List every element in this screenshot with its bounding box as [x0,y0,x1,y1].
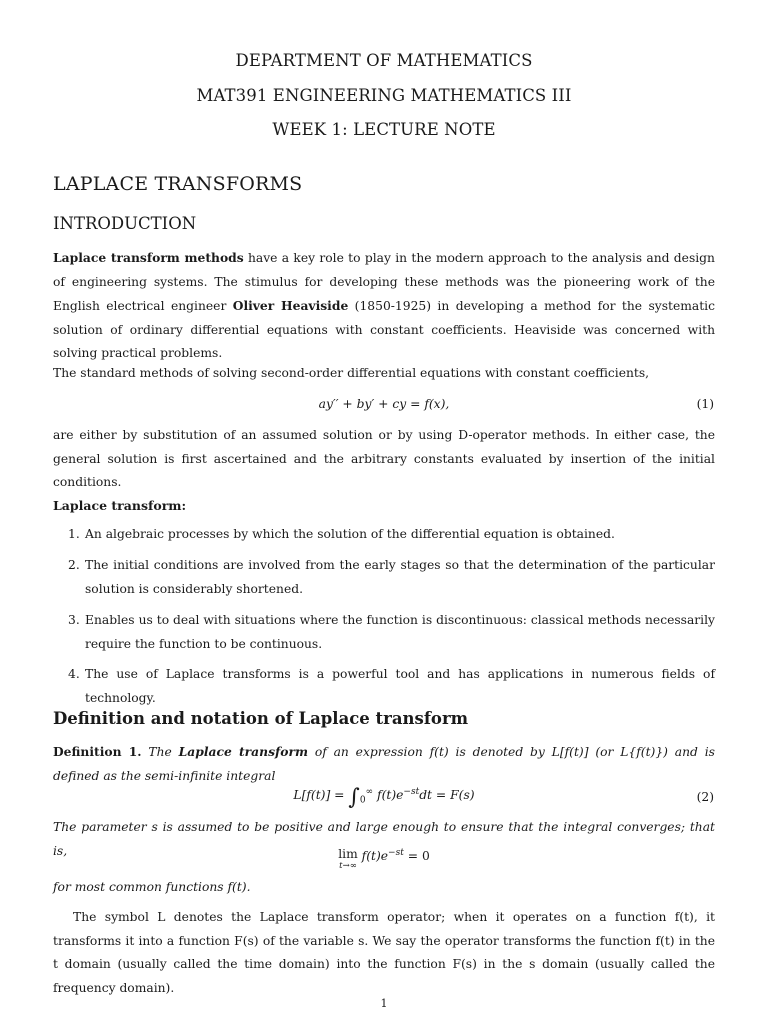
definition-paragraph: Definition 1. The Laplace transform of an expression f(t) is denoted by L[f(t)] (or L{f(t)}) and is defined as the semi-infinite integral [53,744,715,783]
department-heading: DEPARTMENT OF MATHEMATICS [235,51,533,70]
document-title: LAPLACE TRANSFORMS [53,173,303,195]
week-heading: WEEK 1: LECTURE NOTE [272,120,496,139]
laplace-transform-bold-term: Laplace transform [178,744,308,759]
laplace-properties-list: 1. An algebraic processes by which the solution of the differential equation is obtained. 2. The initial conditions are involved from the early stages so that the determination of the particular solution is considerably shortened. 3. Enables us to deal with situations where the function is discontinuous: classical methods necessarily require the function to be continuous. 4. The use of Laplace transforms is a powerful tool and has applications in numerous fields of technology. [68,527,715,705]
definition-heading: Definition and notation of Laplace transform [53,709,469,728]
operator-paragraph: The symbol L denotes the Laplace transform operator; when it operates on a function f(t), it transforms it into a function F(s) of the variable s. We say the operator transforms the function f(t) in the t domain (usually called the time domain) into the function F(s) in the s domain (usually called the frequency domain). [53,910,715,995]
introduction-heading: INTRODUCTION [53,214,197,233]
integral-sign: ∫ [348,785,360,810]
equation-2-number: (2) [696,790,714,804]
limit-operator: lim t→∞ [338,847,358,871]
intro-paragraph-3: are either by substitution of an assumed solution or by using D-operator methods. In either case, the general solution is first ascertained and the arbitrary constants evaluated by insertion of the initial conditions. [53,428,715,489]
equation-1-number: (1) [696,397,714,411]
course-heading: MAT391 ENGINEERING MATHEMATICS III [196,86,572,105]
equation-1: ay′′ + by′ + cy = f(x), [318,397,450,411]
definition-closing-text: for most common functions f(t). [53,880,251,894]
equation-2: $L[f(t)] = \int_0^\infty$ $f(t)e^{-st}dt = F(s)$ [293,785,475,810]
intro-paragraph-2: The standard methods of solving second-order differential equations with constant coefficients, [53,366,650,380]
definition-parameter-text: The parameter s is assumed to be positive and large enough to ensure that the integral converges; that is, [53,820,715,858]
page-number: 1 [380,997,388,1010]
limit-equation: lim t→∞ $f(t)e^{-st} = 0$ [338,847,430,871]
definition-label: Definition 1. [53,744,142,759]
intro-paragraph-1: Laplace transform methods have a key role to play in the modern approach to the analysis and design of engineering systems. The stimulus for developing these methods was the pioneering work of the English electrical engineer Oliver Heaviside (1850-1925) in developing a method for the systematic solution of ordinary differential equations with constant coefficients. Heaviside was concerned with solving practical problems. [53,250,715,360]
laplace-methods-bold: Laplace transform methods [53,250,244,265]
heaviside-name-bold: Oliver Heaviside [232,298,349,313]
laplace-transform-subheading: Laplace transform: [53,498,187,513]
